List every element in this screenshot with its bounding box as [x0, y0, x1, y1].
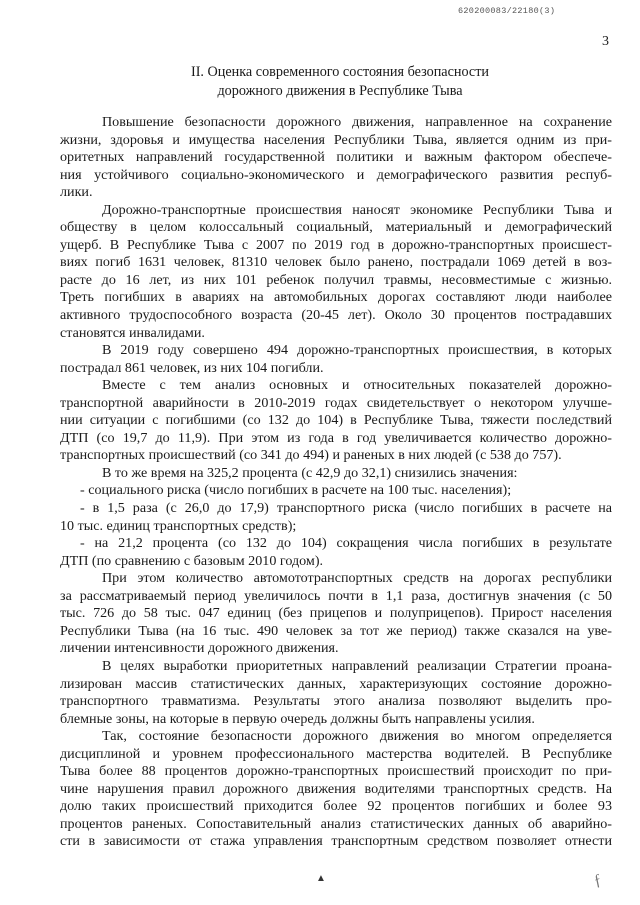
text-line: Треть погибших в авариях на автомобильных дорогах составляют люди наиболее	[60, 289, 612, 306]
text-line: - социального риска (число погибших в расчете на 100 тыс. населения);	[80, 482, 512, 499]
section-title-line-2: дорожного движения в Республике Тыва	[217, 83, 463, 99]
text-line: - в 1,5 раза (с 26,0 до 17,9) транспортного риска (число погибших в расчете на	[80, 500, 612, 517]
text-line: лизирован массив статистических данных, характеризующих состояние дорожно-	[60, 675, 612, 692]
text-line: транспортного травматизма. Результаты этого анализа позволяют выделить про-	[60, 693, 612, 710]
text-line: Так, состояние безопасности дорожного движения во многом определяется	[102, 728, 612, 745]
text-line: оритетных направлений государственной политики и важным фактором обеспече-	[60, 149, 612, 166]
text-line: Тыва более 88 процентов дорожно-транспортных происшествий происходит по при-	[60, 763, 612, 780]
text-line: жизни, здоровья и имущества населения Республики Тыва, является одним из при-	[60, 131, 612, 148]
margin-scribble-mark: ƒ	[591, 871, 605, 890]
bottom-scan-mark: ▲	[316, 873, 326, 884]
section-title-line-1: II. Оценка современного состояния безопасности	[190, 64, 490, 80]
text-line: Вместе с тем анализ основных и относительных показателей дорожно-	[102, 377, 612, 394]
text-line: дисциплиной и уровнем профессионального мастерства водителей. В Республике	[60, 745, 612, 762]
text-line: блемные зоны, на которые в первую очередь должны быть направлены усилия.	[60, 710, 535, 727]
document-id: 620200083/22180(3)	[458, 6, 556, 16]
text-line: обществу в целом колоссальный социальный, материальный и демографический	[60, 219, 612, 236]
page-number: 3	[602, 34, 609, 49]
text-line: лики.	[60, 184, 93, 201]
text-line: пострадал 861 человек, из них 104 погибли.	[60, 359, 324, 376]
text-line: процентов раненых. Сопоставительный анализ статистических данных об аварийно-	[60, 815, 612, 832]
text-line: При этом количество автомототранспортных средств на дорогах республики	[102, 570, 612, 587]
text-line: долю таких происшествий приходится более 92 процентов погибших и более 93	[60, 798, 612, 815]
text-line: нии ситуации с погибшими (со 132 до 104) в Республике Тыва, тяжести последствий	[60, 412, 612, 429]
text-line: В целях выработки приоритетных направлений реализации Стратегии проана-	[102, 657, 612, 674]
text-line: за рассматриваемый период увеличилось почти в 1,1 раза, достигнув значения (с 50	[60, 587, 612, 604]
text-line: - на 21,2 процента (со 132 до 104) сокращения числа погибших в результате	[80, 535, 612, 552]
text-line: тыс. 726 до 58 тыс. 047 единиц (без прицепов и полуприцепов). Прирост населения	[60, 605, 612, 622]
text-line: ния устойчивого социально-экономического и демографического развития респуб-	[60, 166, 612, 183]
text-line: Республики Тыва (на 16 тыс. 490 человек за тот же период) также сказался на уве-	[60, 622, 612, 639]
text-line: личении интенсивности дорожного движения.	[60, 640, 339, 657]
text-line: транспортной аварийности в 2010-2019 годах свидетельствует о некотором улучше-	[60, 394, 612, 411]
text-line: активного трудоспособного возраста (20-45 лет). Около 30 процентов пострадавших	[60, 307, 612, 324]
text-line: В то же время на 325,2 процента (с 42,9 до 32,1) снизились значения:	[102, 464, 518, 481]
text-line: 10 тыс. единиц транспортных средств);	[60, 517, 297, 534]
text-line: Дорожно-транспортные происшествия наносят экономике Республики Тыва и	[102, 201, 612, 218]
text-line: ДТП (по сравнению с базовым 2010 годом).	[60, 552, 324, 569]
text-line: расте до 16 лет, из них 101 ребенок получил травмы, несовместимые с жизнью.	[60, 271, 612, 288]
section-title	[60, 63, 620, 101]
text-line: сти в зависимости от стажа управления транспортным средством позволяет отнести	[60, 833, 612, 850]
text-line: Повышение безопасности дорожного движения, направленное на сохранение	[102, 114, 612, 130]
text-line: ущерб. В Республике Тыва с 2007 по 2019 год в дорожно-транспортных происшест-	[60, 236, 612, 253]
text-line: транспортных происшествий (со 341 до 494) и раненых в них людей (с 538 до 757).	[60, 447, 562, 464]
text-line: ДТП (со 19,7 до 11,9). При этом из года в год увеличивается количество дорожно-	[60, 429, 612, 446]
text-line: виях погиб 1631 человек, 81310 человек было ранено, пострадали 1069 детей в воз-	[60, 254, 612, 271]
text-line: В 2019 году совершено 494 дорожно-транспортных происшествия, в которых	[102, 342, 612, 359]
text-line: становятся инвалидами.	[60, 324, 205, 341]
text-line: чине нарушения правил дорожного движения водителями транспортных средств. На	[60, 780, 612, 797]
body-text	[60, 114, 612, 851]
